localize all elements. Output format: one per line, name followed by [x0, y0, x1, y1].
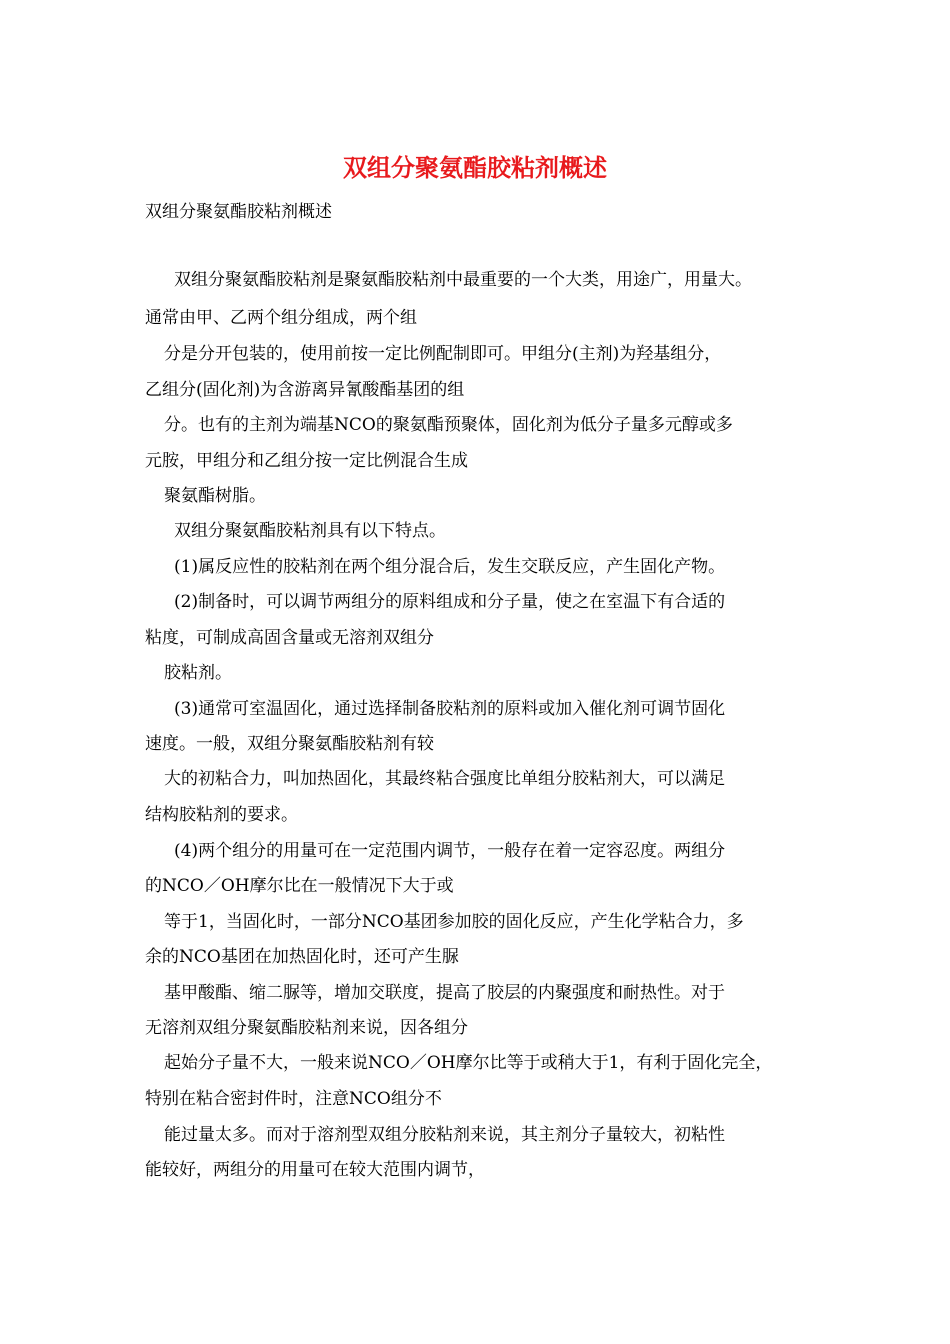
- text-line: 能过量太多。而对于溶剂型双组分胶粘剂来说，其主剂分子量较大，初粘性: [164, 1125, 725, 1145]
- text-line: 速度。一般，双组分聚氨酯胶粘剂有较: [145, 734, 434, 754]
- text-line: (1)属反应性的胶粘剂在两个组分混合后，发生交联反应，产生固化产物。: [174, 557, 726, 577]
- text-line: 通常由甲、乙两个组分组成，两个组: [145, 308, 417, 328]
- text-line: (3)通常可室温固化，通过选择制备胶粘剂的原料或加入催化剂可调节固化: [174, 699, 726, 719]
- text-line: 结构胶粘剂的要求。: [145, 805, 298, 825]
- text-line: 起始分子量不大，一般来说NCO／OH摩尔比等于或稍大于1，有利于固化完全，: [164, 1053, 773, 1073]
- text-line: (4)两个组分的用量可在一定范围内调节，一般存在着一定容忍度。两组分: [174, 841, 726, 861]
- text-line: 双组分聚氨酯胶粘剂具有以下特点。: [174, 521, 446, 541]
- text-line: 能较好，两组分的用量可在较大范围内调节，: [145, 1160, 485, 1180]
- text-line: 基甲酸酯、缩二脲等，增加交联度，提高了胶层的内聚强度和耐热性。对于: [164, 983, 725, 1003]
- document-title: 双组分聚氨酯胶粘剂概述: [343, 153, 607, 182]
- text-line: 双组分聚氨酯胶粘剂是聚氨酯胶粘剂中最重要的一个大类，用途广，用量大。: [174, 270, 752, 290]
- text-line: 无溶剂双组分聚氨酯胶粘剂来说，因各组分: [145, 1018, 468, 1038]
- text-line: 乙组分(固化剂)为含游离异氰酸酯基团的组: [145, 380, 465, 400]
- text-line: 分是分开包装的，使用前按一定比例配制即可。甲组分(主剂)为羟基组分，: [164, 344, 722, 364]
- text-line: 特别在粘合密封件时，注意NCO组分不: [145, 1089, 442, 1109]
- text-line: 分。也有的主剂为端基NCO的聚氨酯预聚体，固化剂为低分子量多元醇或多: [164, 415, 733, 435]
- text-line: (2)制备时，可以调节两组分的原料组成和分子量，使之在室温下有合适的: [174, 592, 726, 612]
- text-line: 等于1，当固化时，一部分NCO基团参加胶的固化反应，产生化学粘合力，多: [164, 912, 744, 932]
- text-line: 的NCO／OH摩尔比在一般情况下大于或: [145, 876, 454, 896]
- text-line: 聚氨酯树脂。: [164, 486, 266, 506]
- text-line: 余的NCO基团在加热固化时，还可产生脲: [145, 947, 459, 967]
- text-line: 元胺，甲组分和乙组分按一定比例混合生成: [145, 451, 468, 471]
- text-line: 大的初粘合力，叫加热固化，其最终粘合强度比单组分胶粘剂大，可以满足: [164, 769, 725, 789]
- text-line: 粘度，可制成高固含量或无溶剂双组分: [145, 628, 434, 648]
- text-line: 胶粘剂。: [164, 663, 232, 683]
- document-subtitle: 双组分聚氨酯胶粘剂概述: [145, 202, 332, 222]
